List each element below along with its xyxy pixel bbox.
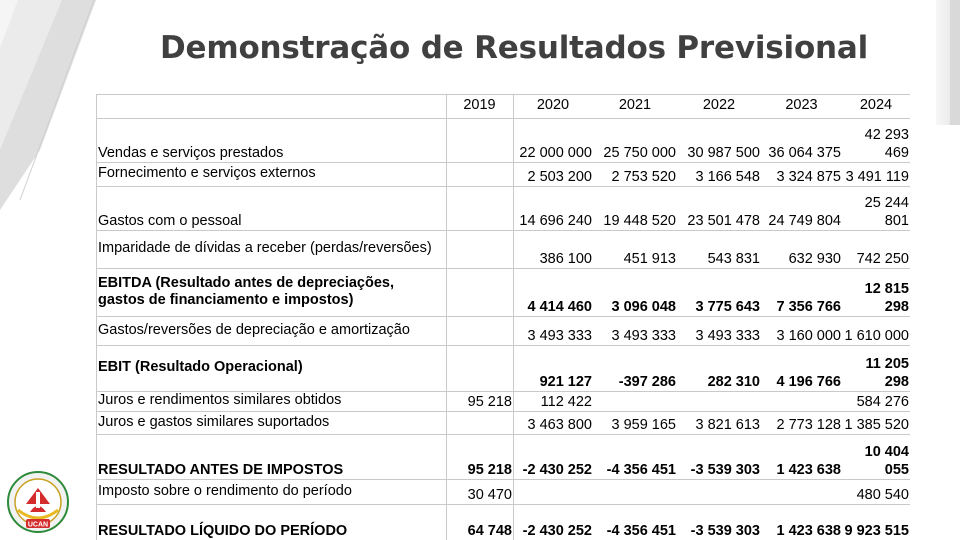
- year-header: 2020: [536, 97, 570, 114]
- value-cell: [761, 391, 842, 411]
- year-header: 2021: [618, 97, 652, 114]
- value-cell: [446, 118, 513, 162]
- svg-text:UCAN: UCAN: [27, 521, 49, 529]
- row-label: Imparidade de dívidas a receber (perdas/reversões): [98, 240, 432, 257]
- value-cell: [593, 479, 677, 504]
- row-label: RESULTADO LÍQUIDO DO PERÍODO: [98, 522, 348, 539]
- value-cell: 10 404 055: [864, 444, 909, 478]
- value-cell: [446, 316, 513, 345]
- value-cell: 3 959 165: [611, 416, 676, 433]
- value-cell: 1 423 638: [776, 522, 841, 539]
- value-cell: [593, 391, 677, 411]
- value-cell: 95 218: [467, 461, 512, 478]
- value-cell: 112 422: [540, 393, 592, 410]
- value-cell: 451 913: [623, 250, 676, 267]
- value-cell: 282 310: [707, 373, 760, 390]
- value-cell: 584 276: [856, 393, 909, 410]
- value-cell: 22 000 000: [519, 144, 592, 161]
- value-cell: -2 430 252: [522, 522, 592, 539]
- corner-decoration-left: [0, 0, 110, 540]
- value-cell: [446, 411, 513, 434]
- value-cell: -3 539 303: [690, 461, 760, 478]
- row-label: Juros e gastos similares suportados: [98, 413, 330, 430]
- year-header: 2023: [785, 97, 818, 114]
- value-cell: 9 923 515: [844, 522, 909, 539]
- value-cell: 25 244 801: [864, 195, 909, 229]
- value-cell: 3 493 333: [695, 327, 760, 344]
- value-cell: 64 748: [467, 522, 512, 539]
- value-cell: 2 503 200: [527, 168, 592, 185]
- value-cell: [761, 479, 842, 504]
- value-cell: 11 205 298: [865, 356, 909, 390]
- value-cell: 4 196 766: [776, 373, 841, 390]
- value-cell: 3 493 333: [527, 327, 592, 344]
- corner-decoration-right: [936, 0, 960, 125]
- row-label: Fornecimento e serviços externos: [98, 165, 316, 182]
- row-label: Gastos com o pessoal: [98, 212, 242, 229]
- value-cell: 12 815 298: [864, 281, 909, 315]
- value-cell: 3 324 875: [776, 168, 841, 185]
- value-cell: 632 930: [788, 250, 841, 267]
- value-cell: [446, 268, 513, 316]
- university-logo: [6, 470, 70, 534]
- value-cell: 3 096 048: [611, 298, 676, 315]
- value-cell: -2 430 252: [522, 461, 592, 478]
- slide-title: Demonstração de Resultados Previsional: [160, 30, 869, 66]
- year-header: 2019: [463, 97, 496, 114]
- value-cell: 1 385 520: [844, 416, 909, 433]
- row-label: EBITDA (Resultado antes de depreciações, gastos de financiamento e impostos): [98, 274, 394, 308]
- value-cell: [677, 391, 761, 411]
- income-statement-table: [96, 94, 910, 540]
- value-cell: 2 753 520: [611, 168, 676, 185]
- value-cell: 14 696 240: [519, 212, 592, 229]
- value-cell: [446, 230, 513, 268]
- value-cell: 30 470: [467, 486, 512, 503]
- value-cell: 3 493 333: [611, 327, 676, 344]
- value-cell: 3 821 613: [695, 416, 760, 433]
- value-cell: 742 250: [856, 250, 909, 267]
- value-cell: 3 160 000: [776, 327, 841, 344]
- value-cell: 1 423 638: [776, 461, 841, 478]
- value-cell: 24 749 804: [768, 212, 841, 229]
- value-cell: 3 463 800: [527, 416, 592, 433]
- value-cell: 386 100: [539, 250, 592, 267]
- row-label: Imposto sobre o rendimento do período: [98, 482, 352, 499]
- value-cell: [446, 345, 513, 391]
- value-cell: 23 501 478: [687, 212, 760, 229]
- year-header: 2022: [702, 97, 736, 114]
- value-cell: -4 356 451: [606, 522, 676, 539]
- value-cell: 42 293 469: [864, 127, 909, 161]
- value-cell: 1 610 000: [844, 327, 909, 344]
- value-cell: [677, 479, 761, 504]
- year-header: 2024: [859, 97, 893, 114]
- value-cell: -397 286: [618, 373, 676, 390]
- value-cell: 3 491 119: [845, 168, 909, 185]
- value-cell: 19 448 520: [603, 212, 676, 229]
- row-label: Gastos/reversões de depreciação e amortização: [98, 321, 410, 338]
- value-cell: -4 356 451: [606, 461, 676, 478]
- value-cell: 95 218: [467, 393, 512, 410]
- value-cell: 30 987 500: [687, 144, 760, 161]
- value-cell: [513, 479, 593, 504]
- value-cell: 921 127: [539, 373, 592, 390]
- row-label: Vendas e serviços prestados: [98, 144, 284, 161]
- value-cell: -3 539 303: [690, 522, 760, 539]
- value-cell: 36 064 375: [768, 144, 841, 161]
- value-cell: 543 831: [707, 250, 760, 267]
- value-cell: [446, 162, 513, 186]
- row-label: RESULTADO ANTES DE IMPOSTOS: [98, 461, 344, 478]
- value-cell: [446, 186, 513, 230]
- value-cell: 480 540: [856, 486, 909, 503]
- value-cell: 25 750 000: [603, 144, 676, 161]
- row-label: Juros e rendimentos similares obtidos: [98, 392, 342, 409]
- value-cell: 7 356 766: [776, 298, 841, 315]
- row-label: EBIT (Resultado Operacional): [98, 359, 303, 376]
- value-cell: 3 775 643: [695, 298, 760, 315]
- value-cell: 2 773 128: [776, 416, 841, 433]
- value-cell: 4 414 460: [527, 298, 592, 315]
- value-cell: 3 166 548: [695, 168, 760, 185]
